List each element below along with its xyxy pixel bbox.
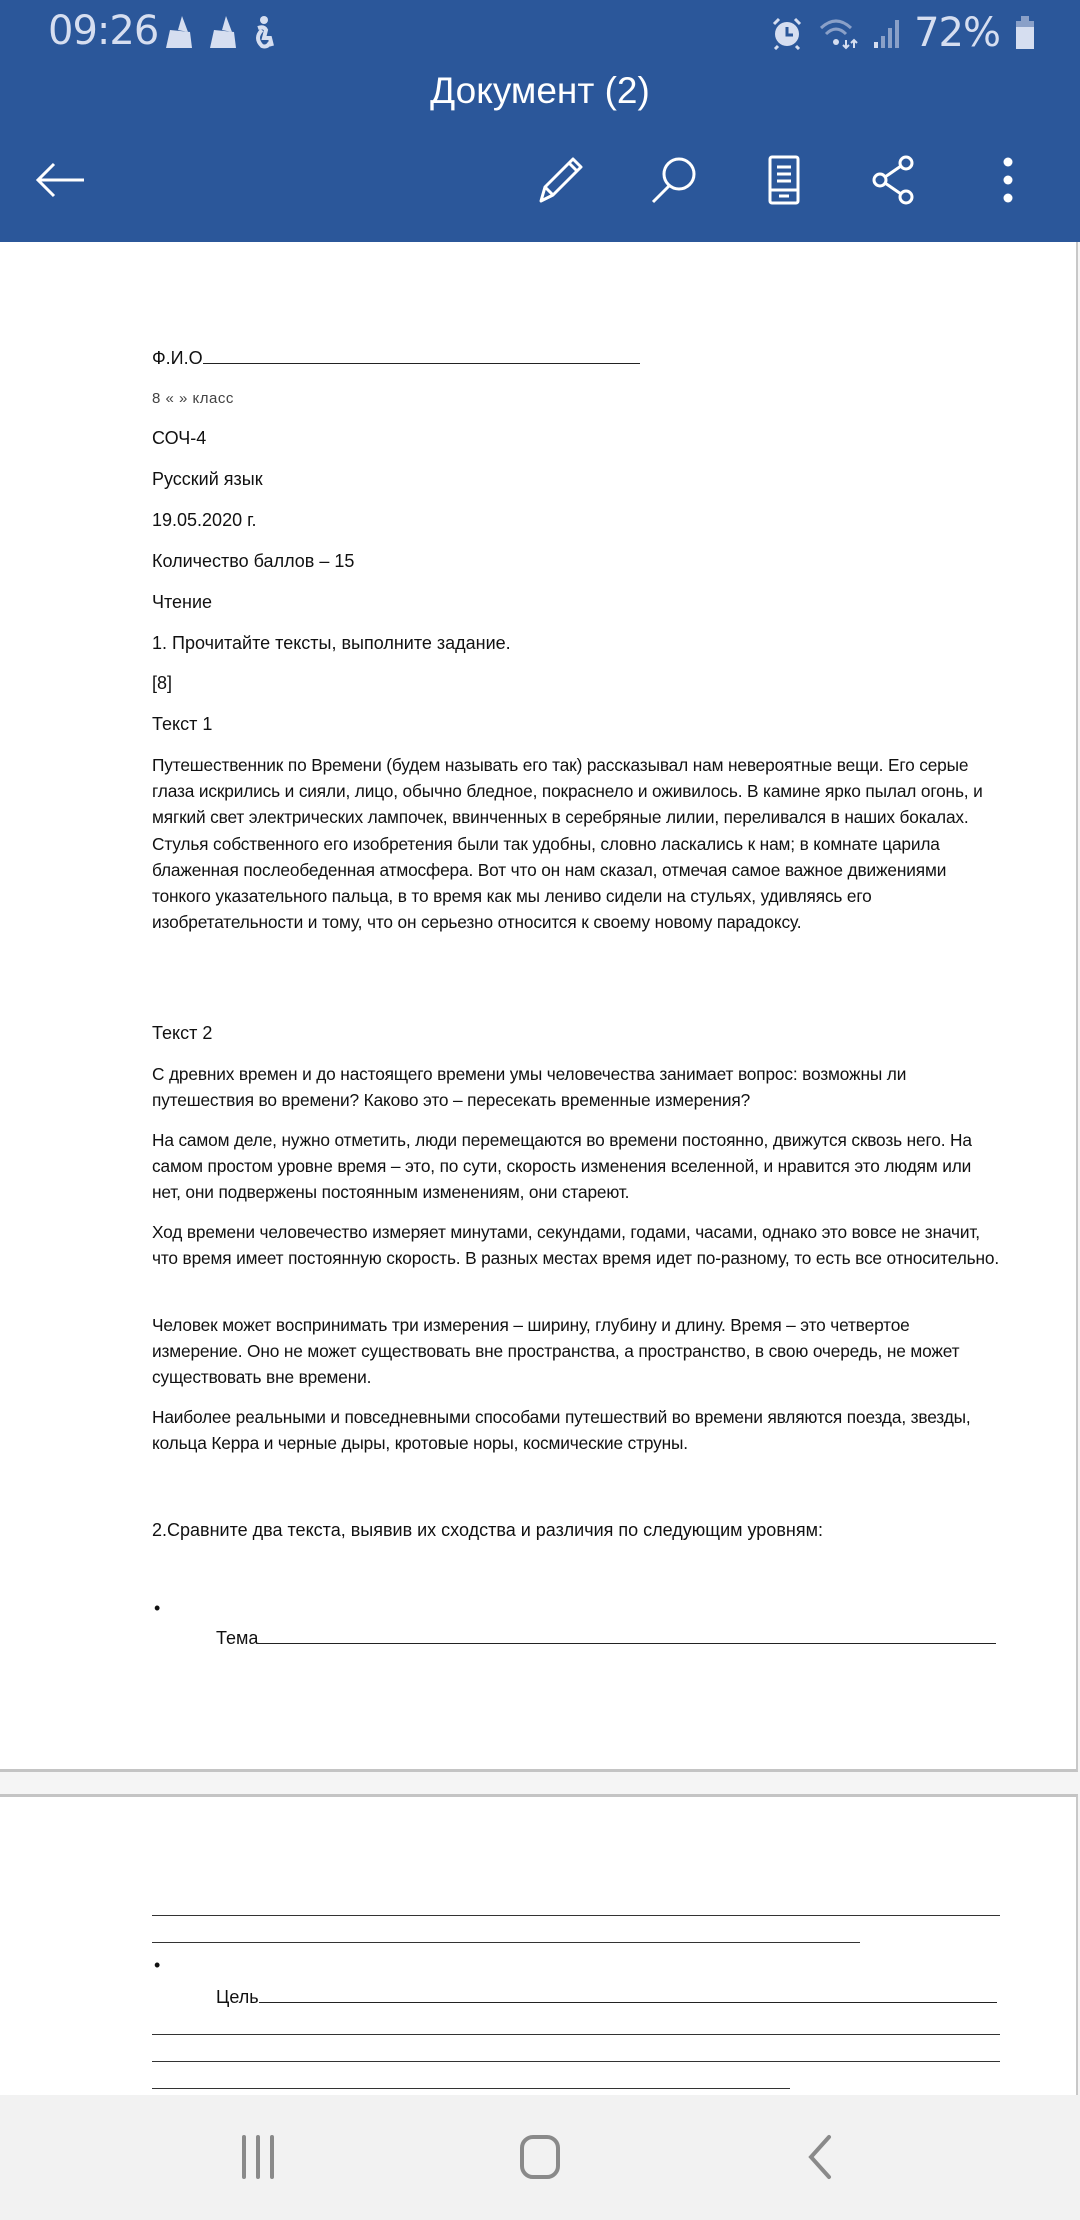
answer-line[interactable] [152,2034,1000,2035]
pencil-icon [535,155,585,205]
status-time: 09:26 [48,8,159,54]
mobile-view-icon [764,154,804,206]
topic-line [216,1626,996,1649]
task-1-points: [8] [152,673,173,693]
mobile-view-button[interactable] [754,150,814,210]
signal-icon [872,16,900,50]
section-title: Чтение [152,592,213,612]
subject: Русский язык [152,469,263,489]
goal-blank[interactable] [259,1985,997,2003]
share-button[interactable] [865,150,925,210]
search-icon [647,154,699,206]
text-1-title: Текст 1 [152,714,213,734]
back-button[interactable] [30,150,90,210]
answer-line[interactable] [152,1915,1000,1916]
share-icon [870,154,920,206]
text-2-paragraph: На самом деле, нужно отметить, люди перемещаются во времени постоянно, движутся сквозь него. На самом простом уровне время – это, по сути, скорость изменения вселенной, и нравится это людям или нет, они подвержены постоянным изменениям, они стареют. [152,1130,972,1203]
task-1-prompt: 1. Прочитайте тексты, выполните задание. [152,633,511,653]
text-2-paragraph: С древних времен и до настоящего времени умы человечества занимает вопрос: возможны ли путешествия во времени? Каково это – пересекать временные измерения? [152,1064,907,1111]
app-bar [0,0,1080,242]
broom-icon [160,14,196,50]
exam-code: СОЧ-4 [152,428,207,448]
goal-label: Цель [216,1987,259,2007]
toolbar [0,140,1080,220]
fio-label: Ф.И.О [152,348,203,368]
text-1-body: Путешественник по Времени (будем называть его так) рассказывал нам невероятные вещи. Его серые глаза искрились и сияли, лицо, обычно бледное, покраснело и оживилось. В камине ярко пылал огонь, и мягкий свет электрических лампочек, ввинченных в серебряные лилии, переливался в наших бокалах. Стулья собственного его изобретения были так удобны, словно ласкались к нам; в комнате царила блаженная послеобеденная атмосфера. Вот что он нам сказал, отмечая самое важное движениями тонкого указательного пальца, в то время как мы лениво сидели на стульях, удивляясь его изобретательности и тому, что он серьезно относится к своему новому парадоксу. [152,755,983,933]
more-vertical-icon [998,154,1018,206]
arrow-left-icon [34,160,86,200]
text-2-paragraph: Человек может воспринимать три измерения – ширину, глубину и длину. Время – это четвертое измерение. Оно не может существовать вне пространства, а пространство, в свою очередь, не может существовать вне времени. [152,1315,960,1388]
system-nav-bar [0,2095,1080,2220]
battery-icon [1014,15,1036,51]
fio-line [152,346,640,369]
task-2-prompt: 2.Сравните два текста, выявив их сходства и различия по следующим уровням: [152,1520,823,1540]
chevron-left-icon [805,2134,835,2180]
answer-line[interactable] [152,2061,1000,2062]
topic-blank[interactable] [258,1626,996,1644]
text-2-paragraph: Наиболее реальными и повседневными способами путешествий во времени являются поезда, звезды, кольца Керра и черные дыры, кротовые норы, космические струны. [152,1407,971,1454]
document-title: Документ (2) [430,70,650,111]
recent-apps-icon [238,2135,278,2179]
answer-line[interactable] [152,2088,790,2089]
exam-date: 19.05.2020 г. [152,510,257,530]
battery-percent: 72% [914,10,1000,56]
edit-button[interactable] [530,150,590,210]
document-page-2 [0,1794,1078,2095]
text-2-title: Текст 2 [152,1023,213,1043]
document-viewer[interactable] [0,242,1080,2095]
more-options-button[interactable] [978,150,1038,210]
bullet: • [154,1955,161,1975]
home-icon [518,2134,562,2180]
recent-apps-button[interactable] [223,2125,293,2189]
home-button[interactable] [505,2125,575,2189]
notification-icons [160,14,278,50]
nav-back-button[interactable] [785,2125,855,2189]
status-bar [0,0,1080,66]
document-page-1 [0,242,1078,1772]
wifi-icon [818,16,858,50]
status-right [770,10,1036,56]
answer-line[interactable] [152,1942,860,1943]
search-button[interactable] [643,150,703,210]
total-points: Количество баллов – 15 [152,551,355,571]
alarm-icon [770,16,804,50]
accessibility-icon [248,14,278,50]
broom-icon [204,14,240,50]
topic-label: Тема [216,1628,259,1648]
class-line: 8 « » класс [152,390,234,407]
text-2-paragraph: Ход времени человечество измеряет минутами, секундами, годами, часами, однако это вовсе не значит, что время имеет постоянную скорость. В разных местах время идет по-разному, то есть все относительно. [152,1222,999,1269]
bullet: • [154,1598,161,1618]
goal-line [216,1985,997,2008]
fio-blank[interactable] [203,346,640,364]
